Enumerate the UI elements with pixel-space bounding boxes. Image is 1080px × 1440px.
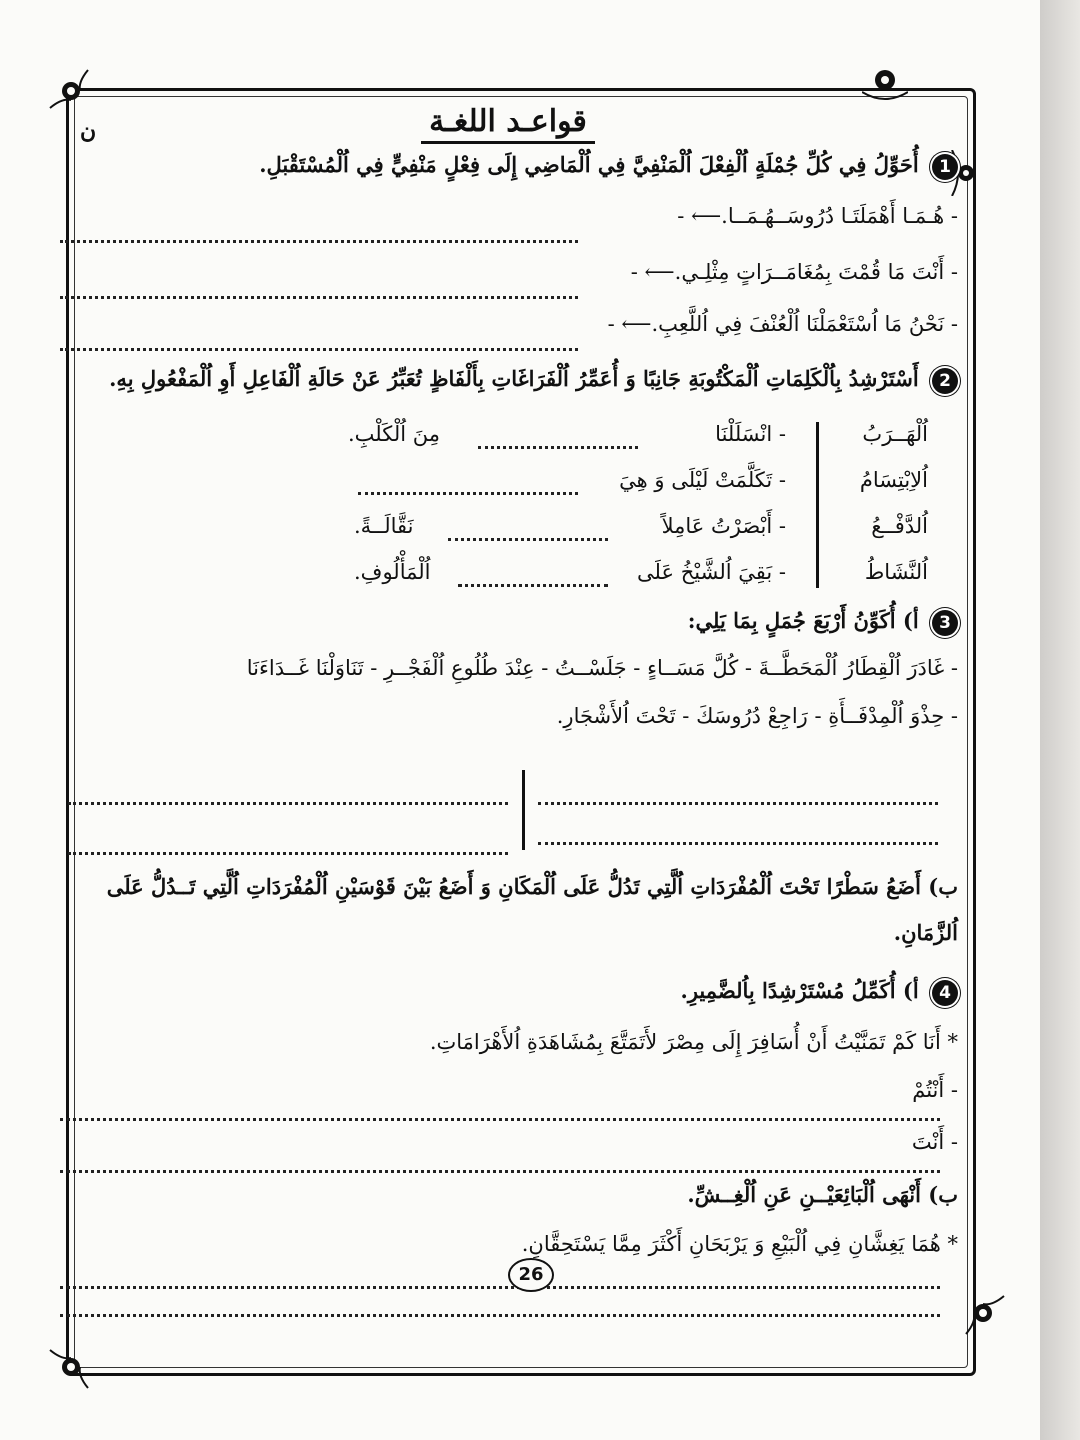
page-title [58,104,958,139]
q2-sentence-1-start: - انْسَلَلْنَا [715,422,786,446]
q3-number-badge: 3 [932,610,958,636]
q3-part-a [688,608,958,636]
q3-word-list-1: - غَادَرَ اُلْقِطَارُ اُلْمَحَطَّــةَ - كُلَّ مَسَــاءٍ - جَلَسْــتُ - عِنْدَ طُلُوعِ اُلْفَجْــرِ - تَنَاوَلْنَا غَــدَاءَنَا [246,656,958,680]
q4-part-b: ب) أَنْهَى اُلْبَائِعَيْــنِ عَنِ اُلْغِــشِّ. [687,1182,958,1207]
q3-answer-divider [522,770,525,850]
q1-prompt-text: أُحَوِّلُ فِي كُلِّ جُمْلَةٍ اُلْفِعْلَ اُلْمَنْفِيَّ فِي اُلْمَاضِي إِلَى فِعْلٍ مَنْفِيٍّ فِي اُلْمُسْتَقْبَلِ. [259,152,919,177]
q1-prompt [259,152,958,180]
q2-word-4: اُلنَّشَاطُ [864,560,928,584]
q2-blank-2[interactable] [358,492,578,495]
q2-word-3: اُلدَّفْــعُ [871,514,928,538]
q3-part-a-text: أ) أُكَوِّنُ أَرْبَعَ جُمَلٍ بِمَا يَلِي: [687,608,919,633]
q3-word-list-2: - حِذْوَ اُلْمِدْفَــأَةِ - رَاجِعْ دُرُوسَكَ - تَحْتَ اُلأَشْجَارِ. [556,704,958,728]
q2-blank-3[interactable] [448,538,608,541]
q2-prompt [109,366,958,394]
q2-number-badge: 2 [932,368,958,394]
q4-example-sentence: * أَنَا كَمْ تَمَنَّيْتُ أَنْ أُسَافِرَ إِلَى مِصْرَ لأَتَمَتَّعَ بِمُشَاهَدَةِ اُلأَهْرَامَاتِ. [429,1030,958,1054]
q2-sentence-1-end: مِنَ اُلْكَلْبِ. [348,422,440,446]
page-title-text: قواعـد اللغـة [421,104,595,144]
corner-ornament-icon [960,1290,1006,1336]
q4-part-a [681,978,958,1006]
corner-mark: ن [80,118,97,144]
q2-word-1: اُلْهَــرَبُ [862,422,928,446]
q4-number-badge: 4 [932,980,958,1006]
q4-pronoun-2: - أَنْتَ [911,1130,958,1154]
q4-part-a-text: أ) أُكَمِّلُ مُسْتَرْشِدًا بِاُلضَّمِيرِ. [680,978,919,1003]
q1-number-badge: 1 [932,154,958,180]
q2-sentence-3-start: - أَبْصَرْتُ عَامِلاً [661,514,786,538]
q1-item-2: - أَنْتَ مَا قُمْتَ بِمُغَامَــرَاتٍ مِثْلِـي.⟵ - [630,260,958,284]
q4-example-sentence-b: * هُمَا يَغِشَّانِ فِي اُلْبَيْعِ وَ يَرْبَحَانِ أَكْثَرَ مِمَّا يَسْتَحِقَّانِ. [521,1232,958,1256]
q1-answer-line-2[interactable] [60,296,578,299]
q3-answer-line-1[interactable] [538,802,938,805]
q3-answer-line-2[interactable] [68,802,508,805]
q3-part-b: ب) أَضَعُ سَطْرًا تَحْتَ اُلْمُفْرَدَاتِ اُلَّتِي تَدُلُّ عَلَى اُلْمَكَانِ وَ أَضَعُ بَيْنَ قَوْسَيْنِ اُلْمُفْرَدَاتِ اُلَّتِي تَــدُلُّ عَلَى [106,874,958,899]
q1-answer-line-1[interactable] [60,240,578,243]
q2-word-2: اُلاِبْتِسَامُ [859,468,928,492]
q2-sentence-4-end: اُلْمَأْلُوفِ. [354,560,431,584]
q4-answer-line-1[interactable] [60,1118,940,1121]
q3-answer-line-3[interactable] [538,842,938,845]
q2-sentence-3-end: نَقَّالَــةً. [354,514,414,538]
q2-word-divider [816,422,819,588]
q4-pronoun-1: - أَنْتُمْ [912,1078,958,1102]
q3-answer-line-4[interactable] [68,852,508,855]
q3-part-b-cont: اُلزَّمَانِ. [893,920,958,945]
q1-item-1: - هُـمَـا أَهْمَلَتَـا دُرُوسَــهُـمَــا.⟵ - [677,204,958,228]
q2-blank-1[interactable] [478,446,638,449]
q4-answer-line-2[interactable] [60,1170,940,1173]
q1-answer-line-3[interactable] [60,348,578,351]
q2-prompt-text: أَسْتَرْشِدُ بِاُلْكَلِمَاتِ اُلْمَكْتُوبَةِ جَانِبًا وَ أُعَمِّرُ اُلْفَرَاغَاتِ بِأَلْفَاظٍ تُعَبِّرُ عَنْ حَالَةِ اُلْفَاعِلِ أَوِ اُلْمَفْعُولِ بِهِ. [109,366,919,391]
worksheet-content [58,100,958,1370]
page-number: 26 [508,1258,554,1292]
q4-answer-line-4[interactable] [60,1314,940,1317]
q2-sentence-2-start: - تَكَلَّمَتْ لَيْلَى وَ هِيَ [619,468,786,492]
q4-answer-line-3[interactable] [60,1286,940,1289]
q1-item-3: - نَحْنُ مَا اُسْتَعْمَلْنَا اُلْعُنْفَ فِي اُللَّعِبِ.⟵ - [607,312,958,336]
page-edge-shadow [1040,0,1080,1440]
q2-sentence-4-start: - بَقِيَ اُلشَّيْخُ عَلَى [637,560,786,584]
q2-blank-4[interactable] [458,584,608,587]
